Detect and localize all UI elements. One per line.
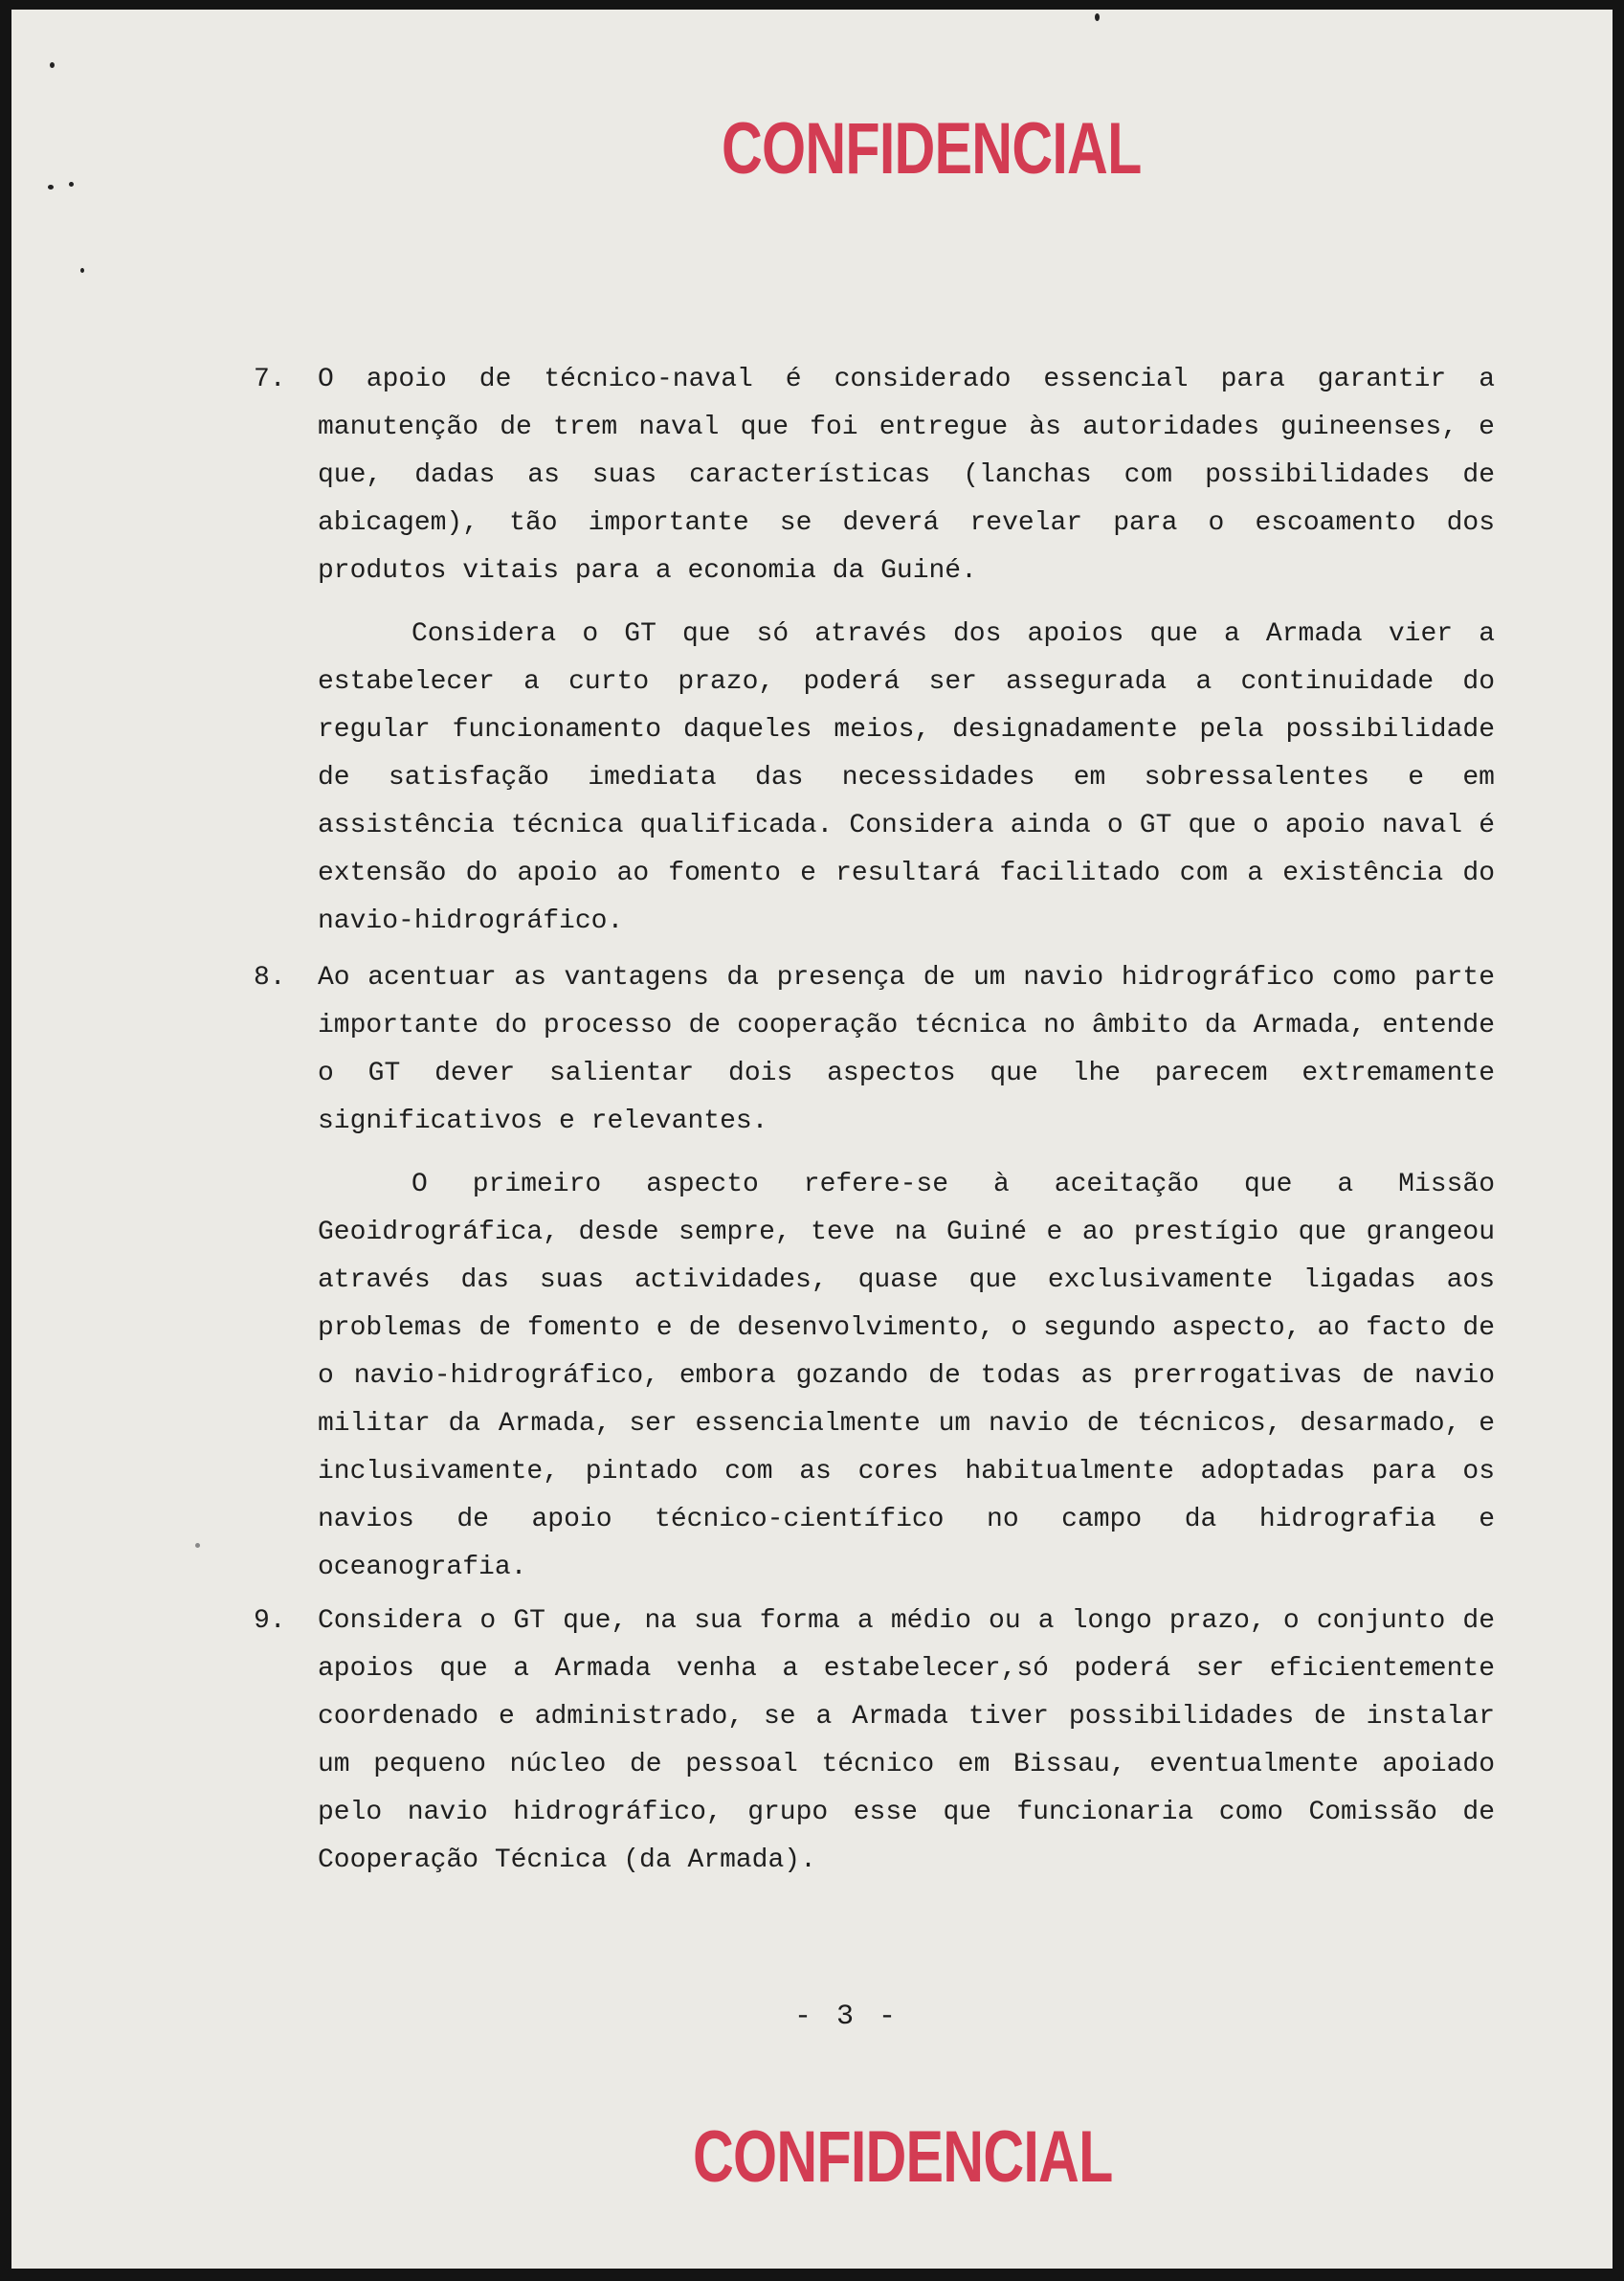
section-7-paragraph-1: O apoio de técnico-naval é considerado essencial para garantir a manutenção de trem naval que foi entregue às autoridades guineenses, e que, dadas as suas características (lanchas com possibilidades de abicagem), tão importante se deverá revelar para o escoamento dos produtos vitais para a economia da Guiné.: [318, 365, 1495, 586]
document-page: [11, 10, 1613, 2269]
section-9-paragraph-1: Considera o GT que, na sua forma a médio ou a longo prazo, o conjunto de apoios que a Armada venha a estabelecer,só poderá ser eficientemente coordenado e administrado, se a Armada tiver possibilidades de instalar um pequeno núcleo de pessoal técnico em Bissau, eventualmente apoiado pelo navio hidrográfico, grupo esse que funcionaria como Comissão de Cooperação Técnica (da Armada).: [318, 1606, 1495, 1875]
section-8-paragraph-1: Ao acentuar as vantagens da presença de um navio hidrográfico como parte importante do processo de cooperação técnica no âmbito da Armada, entende o GT dever salientar dois aspectos que lhe parecem extremamente significativos e relevantes.: [318, 963, 1495, 1136]
confidential-stamp-bottom: CONFIDENCIAL: [693, 2116, 1113, 2198]
section-number-8: 8.: [254, 963, 286, 993]
scan-speck: [1095, 13, 1100, 21]
page-number: - 3 -: [794, 2001, 901, 2033]
section-number-7: 7.: [254, 365, 286, 394]
scan-speck: [48, 185, 54, 190]
section-7-paragraph-2: Considera o GT que só através dos apoios que a Armada vier a estabelecer a curto prazo, poderá ser assegurada a continuidade do regular funcionamento daqueles meios, designadamente pela possibilidade de satisfação imediata das necessidades em sobressalentes e em assistência técnica qualificada. Considera ainda o GT que o apoio naval é extensão do apoio ao fomento e resultará facilitado com a existência do navio-hidrográfico.: [318, 619, 1495, 936]
section-8-paragraph-2: O primeiro aspecto refere-se à aceitação que a Missão Geoidrográfica, desde sempre, teve na Guiné e ao prestígio que grangeou através das suas actividades, quase que exclusivamente ligadas aos problemas de fomento e de desenvolvimento, o segundo aspecto, ao facto de o navio-hidrográfico, embora gozando de todas as prerrogativas de navio militar da Armada, ser essencialmente um navio de técnicos, desarmado, e inclusivamente, pintado com as cores habitualmente adoptadas para os navios de apoio técnico-científico no campo da hidrografia e oceanografia.: [318, 1170, 1495, 1582]
scan-speck: [50, 62, 55, 68]
section-number-9: 9.: [254, 1606, 286, 1636]
scan-speck: [80, 268, 84, 273]
scan-speck: [195, 1543, 200, 1548]
scan-speck: [69, 182, 74, 187]
confidential-stamp-top: CONFIDENCIAL: [722, 108, 1142, 190]
